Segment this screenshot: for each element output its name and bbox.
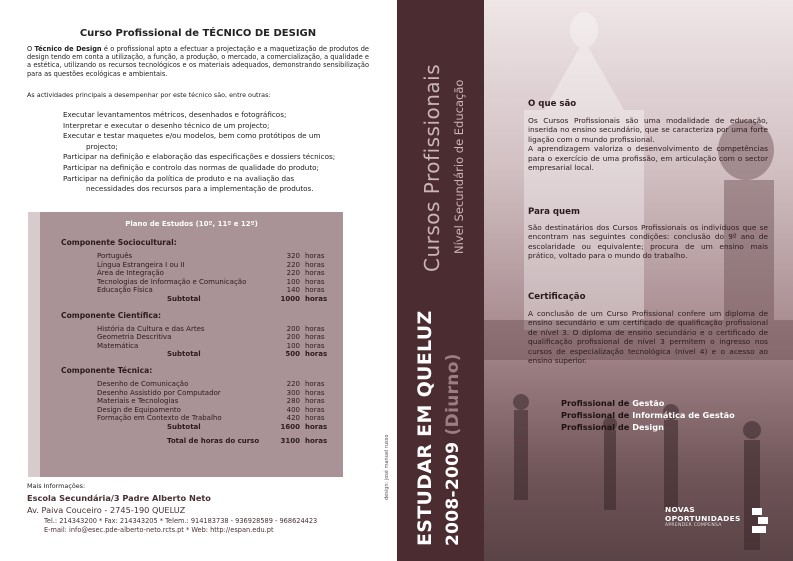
course-intro (27, 45, 369, 78)
activity-item (63, 174, 363, 184)
section-body-who: São destinatários dos Cursos Profissionais os indivíduos que se encontram nas seguintes condições: conclusão do 9º ano de escolaridade ou equivalente; procura de um ensino mais prático, voltado para o mundo do trabalho. (528, 223, 768, 261)
activity-item (63, 121, 363, 131)
hours-unit: horas (305, 260, 325, 269)
spine-estudar: ESTUDAR EM QUELUZ (414, 310, 436, 546)
subject-hours: 200 (286, 333, 300, 341)
subject-hours: 200 (286, 324, 300, 333)
study-plan-box (40, 212, 343, 477)
hours-unit: horas (305, 286, 325, 294)
hours-unit: horas (305, 414, 325, 422)
subject-name: Matemática (97, 341, 139, 350)
activities-intro: As actividades principais a desempenhar por este técnico são, entre outras: (27, 91, 271, 99)
email-line: E-mail: info@esec.pde-alberto-neto.rcts.pt * Web: http://espan.edu.pt (44, 526, 274, 534)
subject-hours: 140 (286, 286, 300, 294)
hours-unit: horas (305, 397, 325, 405)
activities-list (63, 110, 363, 195)
course-item (561, 410, 735, 420)
intro-bold: Técnico de Design (34, 45, 102, 53)
subject-hours: 280 (286, 397, 300, 405)
course-item (561, 398, 664, 408)
course-name: Gestão (632, 398, 665, 408)
design-credit: design: josé manuel russo (384, 434, 390, 500)
subject-hours: 320 (286, 252, 300, 260)
activity-text: Participar na definição da política de produto e na avaliação das (63, 173, 295, 183)
activity-text: Interpretar e executar o desenho técnico de um projecto; (63, 120, 270, 130)
subtotal-label: Subtotal (167, 350, 201, 358)
course-name: Informática de Gestão (632, 410, 735, 420)
subject-name: Formação em Contexto de Trabalho (97, 414, 222, 422)
left-panel (0, 0, 396, 561)
plan-subtotal-row (97, 295, 332, 304)
subject-name: Materiais e Tecnologias (97, 397, 179, 405)
course-title: Curso Profissional de TÉCNICO DE DESIGN (79, 28, 317, 39)
subject-hours: 300 (286, 388, 300, 397)
subject-name: Geometria Descritiva (97, 333, 172, 341)
subject-name: Educação Física (97, 286, 153, 294)
plan-side-bar (28, 212, 40, 477)
activity-text: Executar levantamentos métricos, desenhados e fotográficos; (63, 110, 287, 119)
spine-nivel: Nível Secundário de Educação (452, 79, 466, 254)
plan-title: Plano de Estudos (10º, 11º e 12º) (125, 220, 258, 228)
activity-item (63, 163, 363, 173)
activity-item (63, 131, 363, 141)
subject-name: Português (97, 252, 133, 260)
activity-text: Participar na definição e controlo das normas de qualidade do produto; (63, 162, 319, 172)
plan-subtotal-row (97, 423, 332, 432)
logo-line1: NOVAS (665, 505, 696, 514)
subject-name: Língua Estrangeira I ou II (97, 260, 185, 269)
intro-pre: O (27, 45, 35, 53)
subtotal-label: Subtotal (167, 294, 201, 303)
plan-component-heading: Componente Científica: (61, 310, 161, 320)
phone-line: Tel.: 214343200 * Fax: 214343205 * Telem.: 914183738 - 936928589 - 968624423 (44, 517, 318, 525)
subject-hours: 220 (286, 260, 300, 269)
subject-name: Desenho de Comunicação (97, 380, 189, 388)
course-pre: Profissional de (561, 398, 633, 408)
novas-oportunidades-logo (665, 505, 741, 528)
logo-tagline: APRENDER COMPENSA (665, 523, 722, 528)
section-heading-what: O que são (528, 99, 577, 109)
total-label: Total de horas do curso (167, 436, 260, 445)
course-pre: Profissional de (561, 410, 633, 420)
subject-hours: 100 (286, 341, 300, 350)
spine-years (443, 353, 463, 546)
subject-name: Área de Integração (97, 269, 164, 277)
activity-item (63, 152, 363, 162)
hours-unit: horas (305, 294, 328, 303)
subtotal-hours: 1000 (280, 294, 300, 303)
course-pre: Profissional de (561, 422, 633, 432)
activity-continuation: necessidades dos recursos para a implementação de produtos. (86, 184, 314, 194)
course-name: Design (632, 422, 664, 432)
subject-hours: 220 (286, 269, 300, 277)
subject-hours: 220 (286, 380, 300, 388)
logo-mark-icon (752, 508, 770, 534)
hours-unit: horas (305, 269, 325, 277)
spine-cursos: Cursos Profissionais (420, 63, 444, 272)
hours-unit: horas (305, 436, 328, 445)
logo-line2: OPORTUNIDADES (665, 514, 741, 523)
activity-text: Participar na definição e elaboração das especificações e dossiers técnicos; (63, 152, 336, 162)
church-photo-illustration (484, 0, 793, 561)
activity-continuation: projecto; (86, 141, 118, 151)
school-name: Escola Secundária/3 Padre Alberto Neto (27, 493, 211, 503)
plan-component-heading: Componente Sociocultural: (61, 238, 177, 247)
subject-hours: 420 (286, 414, 300, 422)
background-photo (484, 0, 793, 561)
school-address: Av. Paiva Couceiro - 2745-190 QUELUZ (27, 505, 186, 515)
hours-unit: horas (305, 380, 325, 388)
hours-unit: horas (305, 277, 325, 286)
section-body-what: Os Cursos Profissionais são uma modalidade de educação, inserida no ensino secundário, que se caracteriza por uma forte ligação com o mundo profissional. A aprendizagem valoriza o desenvolvimento de competências para o exercício de uma profissão, em articulação com o sector empresarial local. (528, 116, 768, 173)
spine-diurno: (Diurno) (443, 353, 463, 436)
plan-subtotal-row (97, 350, 332, 359)
hours-unit: horas (305, 422, 328, 431)
hours-unit: horas (305, 405, 325, 414)
hours-unit: horas (305, 350, 328, 358)
subtotal-label: Subtotal (167, 422, 201, 431)
subject-name: História da Cultura e das Artes (97, 324, 205, 333)
activity-text: Executar e testar maquetes e/ou modelos, bem como protótipos de um (63, 131, 321, 141)
subject-name: Tecnologias de Informação e Comunicação (97, 277, 247, 286)
plan-total-row (97, 437, 332, 446)
subtotal-hours: 500 (285, 350, 300, 358)
hours-unit: horas (305, 333, 325, 341)
info-label: Mais Informações: (27, 482, 86, 490)
subject-name: Design de Equipamento (97, 405, 181, 414)
subject-name: Desenho Assistido por Computador (97, 388, 221, 397)
course-item (561, 422, 664, 432)
section-body-cert: A conclusão de um Curso Profissional confere um diploma de ensino secundário e um certificado de qualificação profissional de nível 3. O diploma de ensino secundário e o certificado de qualificação profissional de nível 3 permitem o ingresso nos cursos de especialização tecnológica (nível 4) e o acesso ao ensino superior. (528, 309, 768, 366)
intro-rest: é o profissional apto a efectuar a projectação e a maquetização de produtos de design tendo em conta a utilização, a função, a produção, o mercado, a comercialização, a qualidade e a estética, utilizando os recursos tecnológicos e os materiais adequados, demonstrando sensibilização para as questões ecológicas e ambientais. (27, 45, 369, 78)
hours-unit: horas (305, 252, 325, 260)
hours-unit: horas (305, 324, 325, 333)
section-heading-cert: Certificação (528, 292, 586, 302)
section-heading-who: Para quem (528, 207, 580, 217)
subtotal-hours: 1600 (280, 422, 300, 431)
subject-hours: 100 (286, 277, 300, 286)
activity-item (63, 110, 363, 120)
hours-unit: horas (305, 341, 325, 350)
plan-component-heading: Componente Técnica: (61, 366, 153, 375)
hours-unit: horas (305, 388, 325, 397)
spine-years-text: 2008-2009 (443, 441, 463, 546)
subject-hours: 400 (286, 405, 300, 414)
total-hours: 3100 (280, 436, 300, 445)
